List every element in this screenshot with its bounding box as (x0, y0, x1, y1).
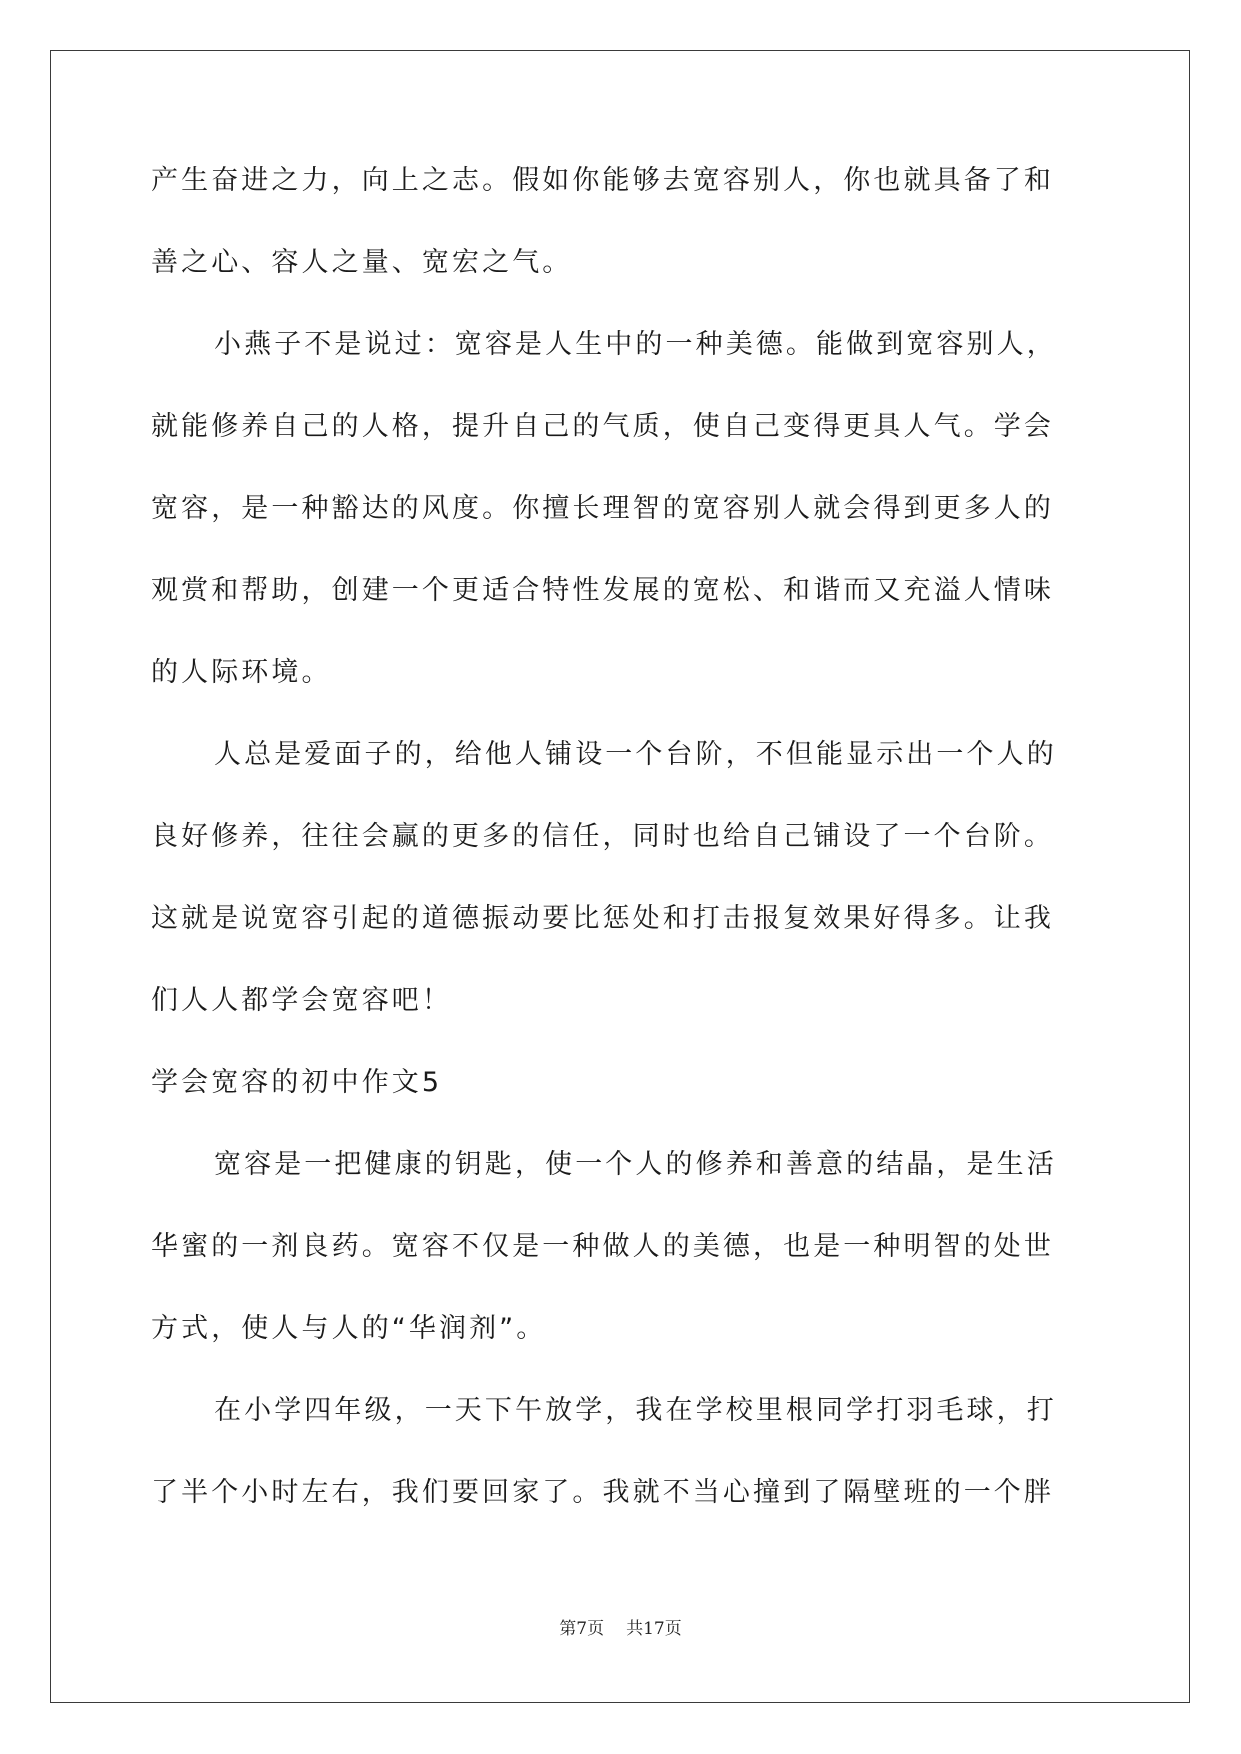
paragraph-start-line: 宽容是一把健康的钥匙，使一个人的修养和善意的结晶，是生活 (214, 1149, 1057, 1180)
paragraph-start-line: 人总是爱面子的，给他人铺设一个台阶，不但能显示出一个人的 (214, 739, 1057, 770)
text-line: 们人人都学会宽容吧！ (151, 985, 452, 1016)
text-line: 就能修养自己的人格，提升自己的气质，使自己变得更具人气。学会 (151, 411, 1054, 442)
text-line: 华蜜的一剂良药。宽容不仅是一种做人的美德，也是一种明智的处世 (151, 1231, 1054, 1262)
paragraph-start-line: 小燕子不是说过：宽容是人生中的一种美德。能做到宽容别人， (214, 329, 1057, 360)
section-heading: 学会宽容的初中作文5 (151, 1067, 443, 1098)
text-line: 善之心、容人之量、宽宏之气。 (151, 247, 573, 278)
text-line: 观赏和帮助，创建一个更适合特性发展的宽松、和谐而又充溢人情味 (151, 575, 1054, 606)
text-line: 方式，使人与人的“华润剂”。 (151, 1313, 547, 1344)
text-line: 这就是说宽容引起的道德振动要比惩处和打击报复效果好得多。让我 (151, 903, 1054, 934)
document-body (151, 160, 1087, 1554)
text-line: 良好修养，往往会赢的更多的信任，同时也给自己铺设了一个台阶。 (151, 821, 1054, 852)
page-total: 共17页 (626, 1619, 682, 1639)
text-line: 的人际环境。 (151, 657, 332, 688)
paragraph-start-line: 在小学四年级，一天下午放学，我在学校里根同学打羽毛球，打 (214, 1395, 1057, 1426)
page-footer (0, 1614, 1241, 1639)
text-line: 产生奋进之力，向上之志。假如你能够去宽容别人，你也就具备了和 (151, 165, 1054, 196)
text-line: 了半个小时左右，我们要回家了。我就不当心撞到了隔壁班的一个胖 (151, 1477, 1054, 1508)
page-number: 第7页 (559, 1619, 605, 1639)
text-line: 宽容，是一种豁达的风度。你擅长理智的宽容别人就会得到更多人的 (151, 493, 1054, 524)
